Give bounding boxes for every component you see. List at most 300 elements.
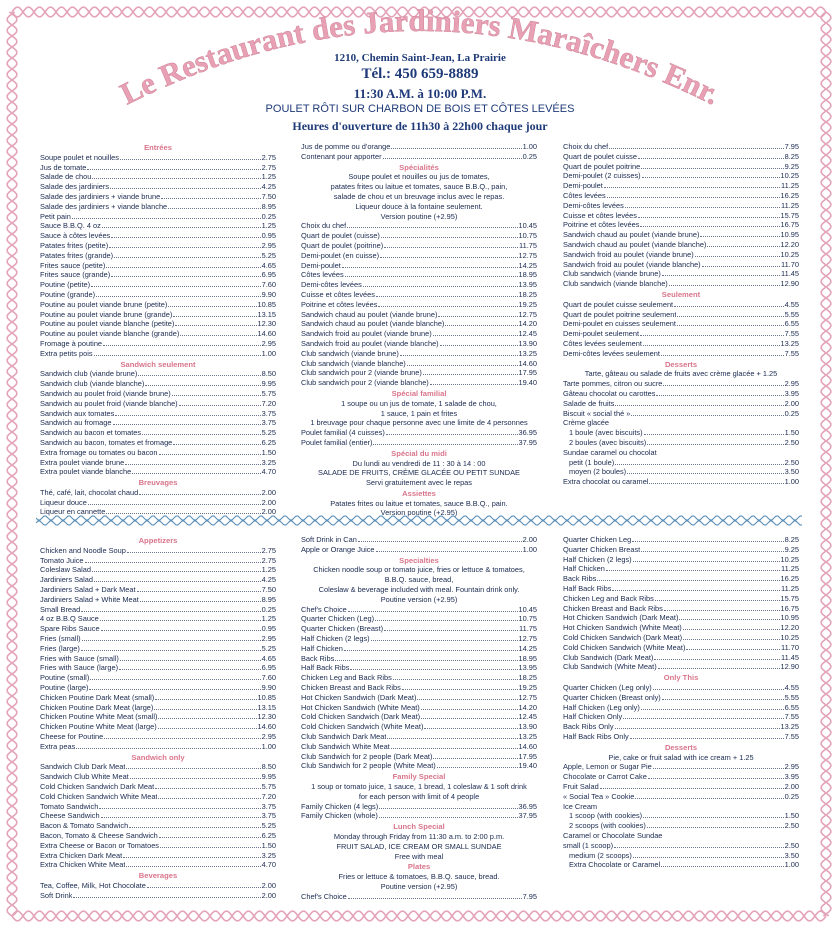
menu-item — [40, 172, 276, 182]
dot-leader — [635, 798, 783, 799]
subheading: Caramel or Chocolate Sundae — [563, 830, 663, 840]
menu-item-name: Club sandwich (viande brune) — [301, 348, 399, 358]
dot-leader — [381, 237, 518, 238]
menu-item-name: Sandwich chaud au poulet (viande brune) — [563, 230, 700, 240]
section-heading-plates: Plates — [407, 862, 431, 872]
menu-item-name: Hot Chicken Sandwich (White Meat) — [301, 702, 420, 712]
menu-item-name: Fruit Salad — [563, 781, 599, 791]
dot-leader — [643, 817, 783, 818]
menu-item-name: Extra petits pois — [40, 348, 93, 358]
menu-item-name: Quarter Chicken (Leg) — [301, 614, 375, 624]
menu-item — [563, 693, 799, 703]
dot-leader — [159, 454, 261, 455]
menu-item — [563, 230, 799, 240]
menu-item-price: 16.25 — [780, 574, 799, 584]
menu-item-name: Choix du chef — [563, 142, 609, 151]
dot-leader — [375, 620, 517, 621]
menu-column-fr-3 — [563, 142, 799, 487]
dot-leader — [402, 689, 518, 690]
dot-leader — [615, 464, 783, 465]
menu-item-price: 10.45 — [518, 221, 537, 231]
menu-item-name: Chicken Poutine White Meat (small) — [40, 712, 158, 722]
menu-item-price: 2.95 — [784, 379, 799, 389]
menu-item-name: Cold Chicken Sandwich White Meat — [40, 791, 158, 801]
menu-item-name: Demi-poulet — [563, 181, 603, 191]
dot-leader — [623, 718, 783, 719]
menu-item — [40, 270, 276, 280]
menu-item-price: 1.25 — [261, 221, 276, 231]
menu-item-price: 4.25 — [261, 575, 276, 585]
menu-item-price: 13.25 — [518, 348, 537, 358]
menu-item — [40, 556, 276, 566]
dot-leader — [363, 286, 518, 287]
section-heading-seulement: Seulement — [661, 289, 701, 299]
dot-leader — [638, 217, 780, 218]
menu-item-price: 12.75 — [518, 633, 537, 643]
dot-leader — [104, 738, 260, 739]
menu-item-name: Thé, café, lait, chocolat chaud — [40, 487, 139, 497]
dot-leader — [76, 748, 260, 749]
menu-item — [563, 389, 799, 399]
menu-item — [563, 535, 799, 545]
menu-item-price: 3.25 — [261, 850, 276, 860]
section-heading-sandwich-seulement: Sandwich seulement — [120, 359, 196, 369]
menu-item-name: Petit pain — [40, 211, 71, 221]
menu-item-price: 11.45 — [781, 269, 799, 279]
section-heading-specialties: Specialties — [399, 555, 439, 565]
menu-item-name: Jardiniers Salad + White Meat — [40, 594, 139, 604]
dot-leader — [644, 434, 784, 435]
menu-item-name: Family Chicken (4 legs) — [301, 801, 379, 811]
dot-leader — [433, 335, 518, 336]
menu-item-price: 18.25 — [518, 673, 537, 683]
menu-item-name: Frites sauce (petite) — [40, 260, 106, 270]
dot-leader — [707, 246, 779, 247]
menu-item-price: 9.25 — [784, 544, 799, 554]
menu-item-name: Cuisse et côtes levées — [563, 210, 637, 220]
dot-leader — [379, 817, 518, 818]
dot-leader — [127, 552, 261, 553]
menu-item-name: Poutine (petite) — [40, 280, 91, 290]
menu-item-price: 5.25 — [261, 643, 276, 653]
menu-item-name: Apple or Orange Juice — [301, 544, 375, 554]
menu-item — [301, 892, 537, 902]
menu-item — [40, 614, 276, 624]
menu-item-price: 2.95 — [261, 338, 276, 348]
menu-item — [563, 162, 799, 172]
menu-item-price: 13.90 — [518, 338, 537, 348]
menu-item-price: 17.95 — [518, 751, 537, 761]
menu-item — [301, 339, 537, 349]
menu-item-name: Extra Chicken Dark Meat — [40, 850, 123, 860]
menu-item-name: Cold Chicken Sandwich (White Meat) — [563, 642, 686, 652]
menu-item-price: 5.75 — [261, 388, 276, 398]
menu-item — [301, 811, 537, 821]
menu-item — [40, 319, 276, 329]
menu-item-price: 12.90 — [780, 279, 799, 289]
dot-leader — [344, 650, 518, 651]
menu-item-name: Sandwich aux tomates — [40, 408, 115, 418]
menu-item-name: Chicken Breast and Back Ribs — [563, 603, 663, 613]
menu-item-price: 1.00 — [784, 477, 799, 487]
menu-item-price: 2.00 — [261, 880, 276, 890]
menu-item — [40, 624, 276, 634]
dot-leader — [662, 275, 780, 276]
dot-leader — [655, 600, 780, 601]
menu-item — [563, 792, 799, 802]
menu-item — [40, 605, 276, 615]
menu-item-name: Sandwich froid au poulet (viande blanche) — [563, 259, 701, 269]
section-note: 1 soup or tomato juice, 1 sauce, 1 bread, 1 coleslaw & 1 soft drink — [311, 781, 527, 791]
section-heading-appetizers: Appetizers — [138, 536, 178, 545]
menu-item-price: 4.55 — [784, 682, 799, 692]
menu-item-price: 1.50 — [784, 811, 799, 821]
menu-item-name: Bacon & Tomato Sandwich — [40, 821, 129, 831]
menu-item-name: Demi-poulet (en cuisse) — [301, 250, 380, 260]
menu-item-name: Family Chicken (whole) — [301, 811, 378, 821]
dot-leader — [342, 267, 518, 268]
menu-item-name: Quart de poulet poitrine seulement — [563, 309, 677, 319]
section-note: Tarte, gâteau ou salade de fruits avec crème glacée + 1.25 — [584, 369, 778, 379]
menu-item-name: 1 scoop (with cookies) — [569, 811, 643, 821]
dot-leader — [702, 266, 780, 267]
dot-leader — [126, 866, 260, 867]
menu-item-name: Extra poulet viande brune — [40, 457, 125, 467]
menu-item-name: Chocolate or Carrot Cake — [563, 772, 647, 782]
menu-item — [563, 564, 799, 574]
menu-item-name: Salade des jardiniers + viande blanche — [40, 201, 168, 211]
dot-leader — [120, 660, 261, 661]
menu-item-name: Chicken Poutine Dark Meat (small) — [40, 692, 155, 702]
dot-leader — [384, 630, 518, 631]
menu-item-price: 0.25 — [784, 408, 799, 418]
menu-item — [40, 369, 276, 379]
menu-item — [563, 653, 799, 663]
menu-item-price: 37.95 — [518, 437, 537, 447]
menu-item-name: Quarter Chicken (Leg only) — [563, 682, 652, 692]
menu-item — [40, 831, 276, 841]
menu-item-name: Half Chicken (2 legs) — [563, 554, 632, 564]
menu-item-name: Jus de tomate — [40, 162, 87, 172]
dot-leader — [612, 590, 780, 591]
menu-item-price: 11.25 — [781, 181, 799, 191]
menu-item-name: 2 scoops (with cookies) — [569, 821, 646, 831]
menu-item-price: 13.15 — [257, 702, 276, 712]
menu-item-price: 11.25 — [781, 564, 799, 574]
dot-leader — [94, 355, 261, 356]
dot-leader — [92, 178, 260, 179]
menu-item-price: 3.50 — [784, 467, 799, 477]
menu-item — [563, 762, 799, 772]
menu-item-name: Club Sandwich for 2 people (Dark Meat) — [301, 751, 433, 761]
menu-item — [40, 712, 276, 722]
menu-item-name: Cuisse et côtes levées — [301, 289, 375, 299]
menu-item-price: 7.60 — [261, 280, 276, 290]
dot-leader — [674, 306, 784, 307]
dot-leader — [438, 316, 517, 317]
dot-leader — [348, 611, 518, 612]
restaurant-name: Le Restaurant des Jardiniers Maraîchers Enr. — [114, 2, 726, 112]
menu-item-price: 10.75 — [518, 614, 537, 624]
section-note: salade de chou et un breuvage inclus avec le repas. — [333, 191, 505, 201]
menu-item-name: Sandwich au fromage — [40, 418, 112, 428]
menu-item-name: Poutine au poulet viande brune (petite) — [40, 299, 168, 309]
section-heading-assiettes: Assiettes — [402, 488, 436, 498]
menu-item — [40, 409, 276, 419]
section-note: Free with meal — [394, 851, 444, 861]
menu-item — [40, 851, 276, 861]
menu-item — [301, 438, 537, 448]
menu-item-price: 12.75 — [518, 309, 537, 319]
dot-leader — [615, 405, 783, 406]
menu-item-name: Quart de poulet poitrine — [563, 161, 641, 171]
menu-item-name: Club sandwich (viande blanche) — [301, 358, 406, 368]
menu-item — [563, 662, 799, 672]
menu-item-name: Salade de chou — [40, 172, 92, 182]
menu-item-name: Sauce à côtes levées — [40, 231, 111, 241]
menu-item-price: 4.65 — [261, 260, 276, 270]
menu-item — [301, 732, 537, 742]
menu-item — [40, 212, 276, 222]
menu-item-price: 14.60 — [518, 741, 537, 751]
menu-item — [40, 860, 276, 870]
menu-item-name: Demi-côtes levées seulement — [563, 348, 660, 358]
dot-leader — [700, 236, 779, 237]
dot-leader — [88, 504, 261, 505]
dot-leader — [115, 415, 260, 416]
menu-item-price: 12.20 — [780, 239, 799, 249]
menu-item — [40, 221, 276, 231]
menu-item — [301, 663, 537, 673]
dot-leader — [654, 659, 780, 660]
dot-leader — [600, 788, 784, 789]
dot-leader — [101, 817, 261, 818]
menu-item-price: 4.70 — [261, 467, 276, 477]
dot-leader — [137, 591, 261, 592]
menu-item-price: 5.25 — [261, 250, 276, 260]
menu-item-price: 2.95 — [261, 240, 276, 250]
menu-item — [40, 329, 276, 339]
menu-item — [40, 634, 276, 644]
menu-item-price: 11.75 — [519, 624, 537, 634]
menu-item-price: 13.25 — [780, 338, 799, 348]
menu-item-price: 5.75 — [261, 781, 276, 791]
menu-item-price: 0.25 — [261, 604, 276, 614]
dot-leader — [123, 857, 260, 858]
dot-leader — [641, 551, 783, 552]
dot-leader — [421, 718, 517, 719]
menu-item — [563, 171, 799, 181]
menu-item — [563, 477, 799, 487]
menu-item — [563, 409, 799, 419]
menu-item-price: 3.25 — [261, 457, 276, 467]
menu-item — [40, 448, 276, 458]
menu-item-name: moyen (2 boules) — [569, 467, 627, 477]
menu-item — [40, 703, 276, 713]
menu-item-price: 2.50 — [784, 457, 799, 467]
menu-item — [301, 624, 537, 634]
dot-leader — [91, 286, 260, 287]
menu-item-name: Fries with Sauce (small) — [40, 653, 119, 663]
menu-item — [563, 339, 799, 349]
dot-leader — [630, 738, 784, 739]
menu-item — [563, 279, 799, 289]
menu-item — [40, 585, 276, 595]
dot-leader — [179, 405, 261, 406]
menu-item-name: Demi-poulet — [301, 260, 341, 270]
menu-column-fr-1 — [40, 142, 276, 517]
menu-item-price: 1.25 — [261, 172, 276, 182]
menu-item-name: 1 boule (avec biscuits) — [569, 428, 643, 438]
dot-leader — [139, 494, 260, 495]
menu-item — [563, 860, 799, 870]
menu-item-name: Quart de poulet cuisse — [563, 151, 637, 161]
menu-item-name: Poitrine et côtes levées — [301, 299, 378, 309]
menu-item-price: 11.25 — [781, 200, 799, 210]
menu-item — [563, 604, 799, 614]
dot-leader — [161, 198, 260, 199]
menu-item-price: 7.55 — [784, 712, 799, 722]
menu-item-price: 9.95 — [261, 379, 276, 389]
menu-item — [563, 643, 799, 653]
menu-item-name: Chicken Poutine White Meat (large) — [40, 722, 157, 732]
menu-item-name: Côtes levées — [301, 270, 344, 280]
menu-item — [40, 192, 276, 202]
section-note: Version poutine (+2.95) — [380, 211, 458, 221]
menu-item-name: Tomato Juice — [40, 555, 84, 565]
dot-leader — [138, 375, 260, 376]
menu-item-price: 0.25 — [522, 151, 537, 161]
menu-item-price: 0.25 — [784, 791, 799, 801]
dot-leader — [106, 267, 260, 268]
menu-item — [563, 152, 799, 162]
dot-leader — [677, 325, 784, 326]
menu-item — [563, 240, 799, 250]
menu-item-price: 2.00 — [261, 487, 276, 497]
menu-item-price: 7.95 — [784, 142, 799, 151]
menu-item-name: Half Chicken — [563, 564, 605, 574]
menu-item-name: Jus de pomme ou d'orange — [301, 142, 391, 151]
dot-leader — [391, 748, 518, 749]
dot-leader — [433, 758, 517, 759]
menu-item — [301, 261, 537, 271]
menu-item-name: Poutine (grande) — [40, 289, 96, 299]
dot-leader — [168, 306, 256, 307]
menu-item-name: Chicken Breast and Back Ribs — [301, 682, 401, 692]
menu-item-price: 12.20 — [780, 623, 799, 633]
menu-item — [301, 310, 537, 320]
menu-item — [563, 811, 799, 821]
menu-item — [40, 644, 276, 654]
dot-leader — [109, 247, 260, 248]
menu-item-price: 0.95 — [261, 231, 276, 241]
dot-leader — [658, 668, 780, 669]
menu-item-name: Hot Chicken Sandwich (White Meat) — [563, 623, 682, 633]
menu-item-name: Chef's Choice — [301, 891, 347, 901]
menu-item-name: Sandwich au poulet froid (viande brune) — [40, 388, 171, 398]
menu-item-name: Cheese for Poutine — [40, 731, 104, 741]
menu-item-name: Half Back Ribs Only — [563, 731, 629, 741]
menu-item — [40, 546, 276, 556]
menu-item-name: Club Sandwich for 2 people (White Meat) — [301, 761, 436, 771]
menu-item-name: Poulet familial (entier) — [301, 437, 373, 447]
menu-item-name: Patates frites (grande) — [40, 250, 114, 260]
menu-item-price: 8.25 — [784, 151, 799, 161]
menu-item — [563, 329, 799, 339]
dot-leader — [158, 798, 260, 799]
menu-item-price: 6.95 — [261, 663, 276, 673]
menu-item-name: Club Sandwich (Dark Meat) — [563, 652, 654, 662]
menu-item-name: Extra chocolat ou caramel — [563, 477, 649, 487]
menu-item-price: 6.55 — [784, 319, 799, 329]
menu-item — [40, 290, 276, 300]
dot-leader — [683, 639, 779, 640]
menu-item-price: 10.75 — [518, 231, 537, 241]
menu-item-name: Sandwich Club White Meat — [40, 772, 129, 782]
dot-leader — [440, 345, 518, 346]
menu-item-price: 8.95 — [261, 201, 276, 211]
menu-item — [40, 488, 276, 498]
dot-leader — [421, 709, 518, 710]
menu-item-price: 7.50 — [261, 191, 276, 201]
tagline: POULET RÔTI SUR CHARBON DE BOIS ET CÔTES LEVÉES — [265, 103, 575, 115]
dot-leader — [647, 444, 783, 445]
menu-item-price: 3.75 — [261, 418, 276, 428]
menu-item — [40, 841, 276, 851]
menu-item-price: 19.25 — [518, 682, 537, 692]
dot-leader — [376, 551, 522, 552]
dot-leader — [633, 857, 784, 858]
menu-item-price: 11.70 — [781, 642, 799, 652]
menu-column-en-1 — [40, 535, 276, 900]
menu-item-price: 14.60 — [257, 722, 276, 732]
menu-item-price: 1.50 — [261, 840, 276, 850]
menu-item-price: 13.15 — [257, 309, 276, 319]
dot-leader — [119, 669, 261, 670]
menu-item-price: 6.25 — [261, 437, 276, 447]
menu-item-price: 1.50 — [261, 447, 276, 457]
menu-item-name: Chicken Leg and Back Ribs — [563, 593, 654, 603]
section-note: FRUIT SALAD, ICE CREAM OR SMALL SUNDAE — [336, 841, 502, 851]
dot-leader — [173, 316, 256, 317]
phone-number: Tél.: 450 659-8889 — [361, 66, 479, 82]
dot-leader — [609, 148, 783, 149]
section-note: Fries or lettuce & tomatoes, B.B.Q. sauce, bread. — [338, 872, 500, 882]
menu-item-price: 14.60 — [518, 358, 537, 368]
subheading: Ice Cream — [563, 801, 598, 811]
menu-item-price: 10.95 — [780, 613, 799, 623]
dot-leader — [379, 808, 517, 809]
menu-item — [301, 270, 537, 280]
menu-item-price: 10.45 — [518, 604, 537, 614]
menu-item-price: 9.90 — [261, 289, 276, 299]
menu-item — [563, 732, 799, 742]
menu-item — [40, 458, 276, 468]
dot-leader — [160, 847, 261, 848]
menu-item — [40, 261, 276, 271]
menu-item-name: Cheese Sandwich — [40, 811, 100, 821]
dot-leader — [155, 699, 256, 700]
dot-leader — [631, 415, 783, 416]
menu-item — [563, 319, 799, 329]
menu-item-price: 3.50 — [784, 850, 799, 860]
menu-item — [563, 594, 799, 604]
menu-item-name: Club sandwich pour 2 (viande brune) — [301, 368, 422, 378]
dot-leader — [649, 483, 783, 484]
menu-item — [40, 802, 276, 812]
menu-item-name: Patates frites (petite) — [40, 240, 109, 250]
menu-item-price: 2.95 — [784, 762, 799, 772]
